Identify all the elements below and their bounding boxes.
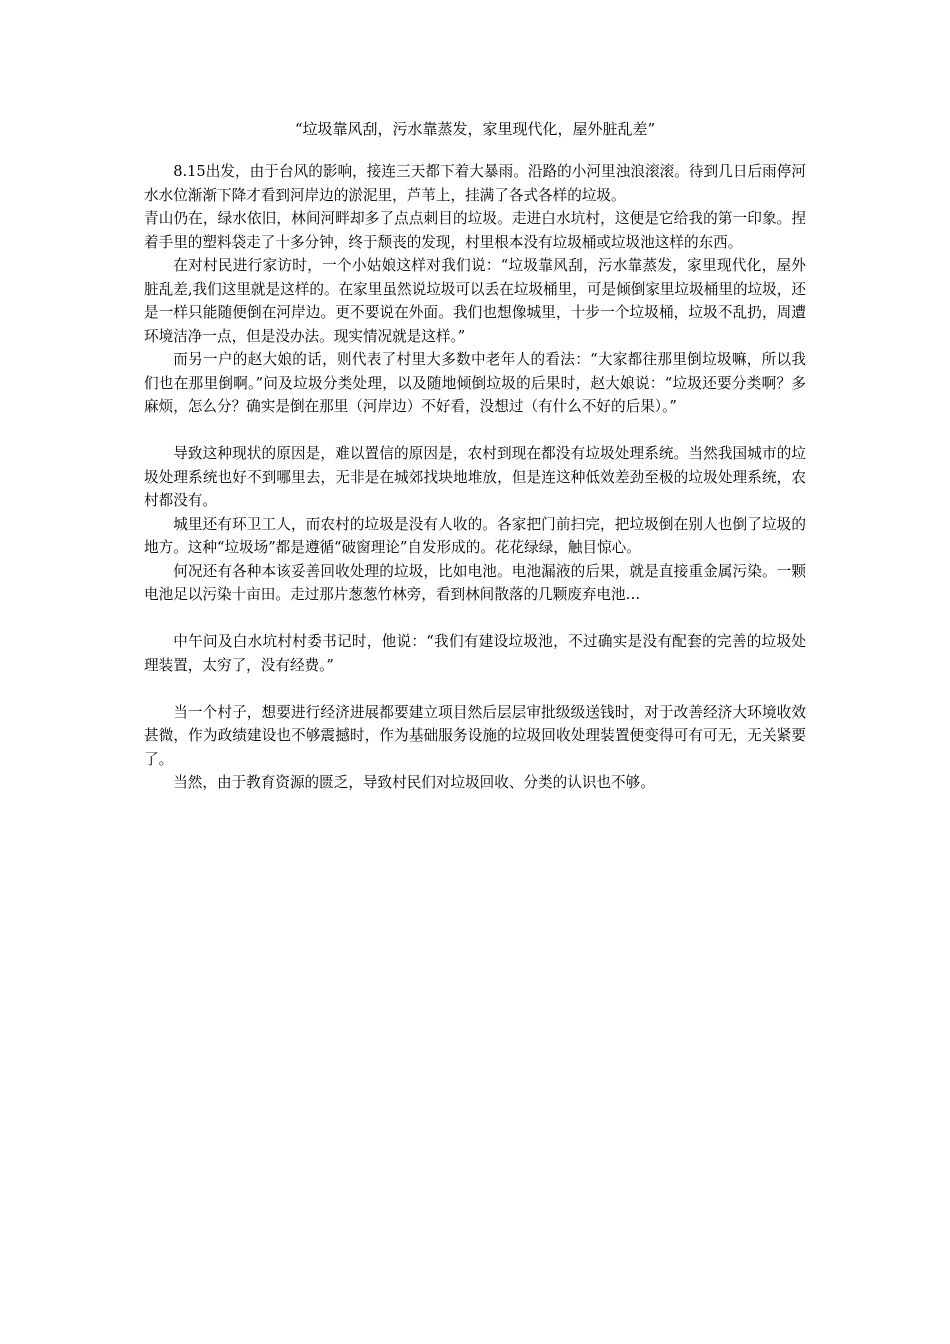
paragraph-cause: 导致这种现状的原因是，难以置信的原因是，农村到现在都没有垃圾处理系统。当然我国城市的垃圾处理系统也好不到哪里去，无非是在城郊找块地堆放，但是连这种低效差劲至极的垃圾处理系统，农村都没有。 [144, 445, 806, 509]
paragraph-aunt-zhao: 而另一户的赵大娘的话，则代表了村里大多数中老年人的看法：“大家都往那里倒垃圾嘛，所以我们也在那里倒啊。”问及垃圾分类处理，以及随地倾倒垃圾的后果时，赵大娘说：“垃圾还要分类啊？多麻烦，怎么分？确实是倒在那里（河岸边）不好看，没想过（有什么不好的后果）。” [144, 351, 806, 415]
paragraph-sanitation-workers: 城里还有环卫工人，而农村的垃圾是没有人收的。各家把门前扫完，把垃圾倒在别人也倒了垃圾的地方。这种“垃圾场”都是遵循“破窗理论”自发形成的。花花绿绿，触目惊心。 [144, 515, 806, 556]
paragraph-gap [144, 677, 806, 701]
paragraph-gap [144, 607, 806, 631]
paragraph-village-secretary: 中午问及白水坑村村委书记时，他说：“我们有建设垃圾池，不过确实是没有配套的完善的垃圾处理装置，太穷了，没有经费。” [144, 633, 806, 674]
document-title: “垃圾靠风刮，污水靠蒸发，家里现代化，屋外脏乱差” [294, 120, 656, 138]
paragraph-batteries: 何况还有各种本该妥善回收处理的垃圾，比如电池。电池漏液的后果，就是直接重金属污染。一颗电池足以污染十亩田。走过那片葱葱竹林旁，看到林间散落的几颗废弃电池… [144, 562, 806, 603]
paragraph-education: 当然，由于教育资源的匮乏，导致村民们对垃圾回收、分类的认识也不够。 [173, 774, 655, 791]
paragraph-economy: 当一个村子，想要进行经济进展都要建立项目然后层层审批级级送钱时，对于改善经济大环境收效甚微，作为政绩建设也不够震撼时，作为基础服务设施的垃圾回收处理装置便变得可有可无，无关紧要了。 [144, 703, 806, 768]
paragraph-departure: 8.15出发，由于台风的影响，接连三天都下着大暴雨。沿路的小河里浊浪滚滚。待到几日后雨停河水水位渐渐下降才看到河岸边的淤泥里，芦苇上，挂满了各式各样的垃圾。 [144, 163, 806, 204]
paragraph-girl-quote: 在对村民进行家访时，一个小姑娘这样对我们说：“垃圾靠风刮，污水靠蒸发，家里现代化，屋外脏乱差,我们这里就是这样的。在家里虽然说垃圾可以丢在垃圾桶里，可是倾倒家里垃圾桶里的垃圾，还是一样只能随便倒在河岸边。更不要说在外面。我们也想像城里，十步一个垃圾桶，垃圾不乱扔，周遭环境洁净一点，但是没办法。现实情况就是这样。” [144, 257, 806, 345]
paragraph-first-impression: 青山仍在，绿水依旧，林间河畔却多了点点刺目的垃圾。走进白水坑村，这便是它给我的第一印象。捏着手里的塑料袋走了十多分钟，终于颓丧的发现，村里根本没有垃圾桶或垃圾池这样的东西。 [144, 210, 806, 251]
paragraph-gap [144, 419, 806, 443]
document-page [144, 118, 806, 795]
